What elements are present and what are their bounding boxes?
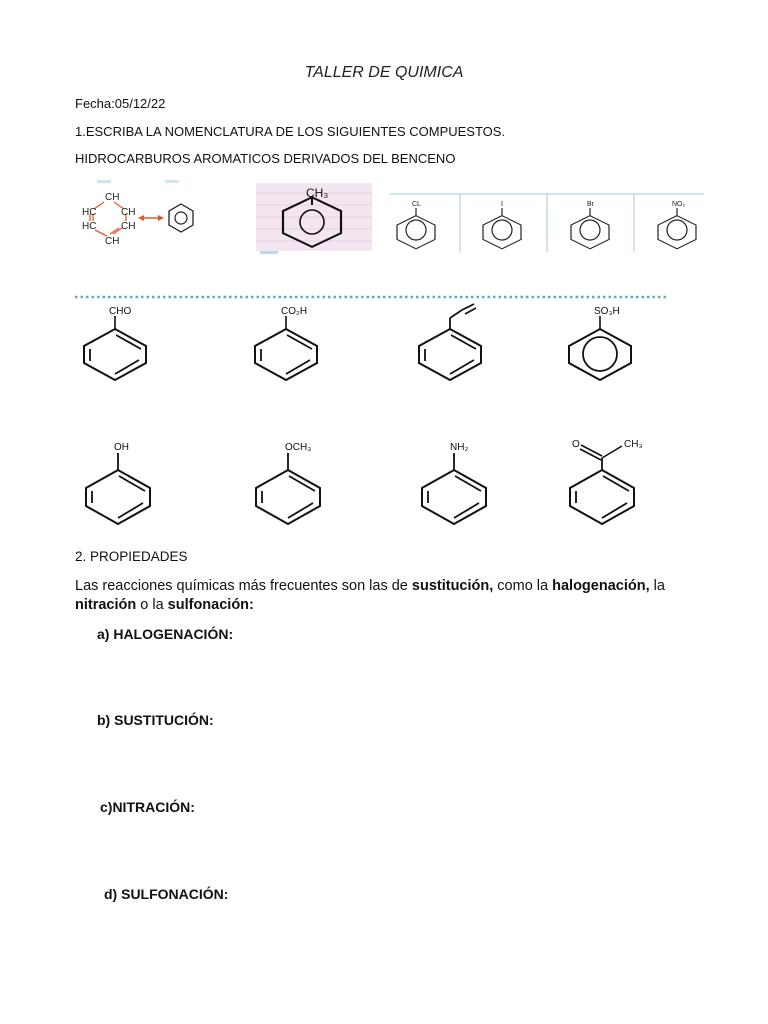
substituent-label: CH₃ [306, 186, 329, 200]
kekule-ch-label: HC [82, 221, 97, 232]
kekule-ch-label: CH [105, 236, 120, 247]
substituent-label: I [501, 201, 503, 208]
paragraph-bold: sustitución, [411, 578, 494, 594]
acetophenone-structure [562, 436, 672, 530]
substituent-label: OCH₃ [285, 442, 312, 453]
aniline-structure [414, 440, 504, 530]
page-title: TALLER DE QUIMICA [304, 64, 464, 81]
halobenzene-boxes [390, 192, 706, 254]
phenol-structure [78, 440, 158, 530]
dotted-divider [75, 294, 669, 300]
substituent-label: Br [587, 201, 594, 208]
section-heading: HIDROCARBUROS AROMATICOS DERIVADOS DEL BENCENO [75, 151, 456, 166]
question-1: 1.ESCRIBA LA NOMENCLATURA DE LOS SIGUIENTES COMPUESTOS. [75, 124, 506, 139]
halobenzene-ring [397, 208, 435, 249]
item-nitracion: c)NITRACIÓN: [100, 799, 195, 815]
anisole-structure [248, 440, 338, 530]
substituent-label: OH [114, 442, 129, 453]
paragraph-text: Las reacciones químicas más frecuentes son las de [75, 578, 412, 594]
kekule-ch-label: CH [121, 221, 136, 232]
item-halogenacion: a) HALOGENACIÓN: [97, 626, 234, 642]
paragraph-bold: nitración [75, 597, 137, 613]
substituent-label: O [572, 439, 580, 450]
item-sustitucion: b) SUSTITUCIÓN: [97, 712, 214, 728]
substituent-label: NH₂ [450, 442, 469, 453]
toluene-structure [256, 183, 372, 255]
substituent-label: NO₂ [672, 201, 686, 208]
styrene-structure [410, 302, 500, 382]
paragraph-text: la [649, 578, 665, 594]
date-line: Fecha:05/12/22 [75, 96, 166, 111]
halobenzene-ring [483, 208, 521, 249]
substituent-label: CH₃ [624, 439, 643, 450]
benzenesulfonic-acid-structure [560, 302, 640, 382]
kekule-ch-label: HC [82, 207, 97, 218]
substituent-label: SO₃H [594, 306, 620, 317]
benzaldehyde-structure [75, 302, 155, 382]
kekule-ch-label: CH [105, 192, 120, 203]
benzoic-acid-structure [246, 302, 326, 382]
paragraph-text: como la [493, 578, 553, 594]
substituent-label: CHO [109, 306, 132, 317]
paragraph-bold: halogenación, [552, 578, 650, 594]
paragraph-bold: sulfonación: [167, 597, 254, 613]
halobenzene-ring [658, 208, 696, 249]
item-sulfonacion: d) SULFONACIÓN: [104, 886, 229, 902]
benzene-ring-icon [169, 204, 193, 232]
substituent-label: CO₂H [281, 306, 308, 317]
double-arrow-icon [138, 215, 164, 221]
question-2: 2. PROPIEDADES [75, 549, 188, 564]
properties-paragraph [75, 577, 705, 615]
substituent-label: CL [412, 201, 421, 208]
kekule-ch-label: CH [121, 207, 136, 218]
paragraph-text: o la [136, 597, 168, 613]
halobenzene-ring [571, 208, 609, 249]
kekule-benzene-structure [70, 178, 210, 253]
